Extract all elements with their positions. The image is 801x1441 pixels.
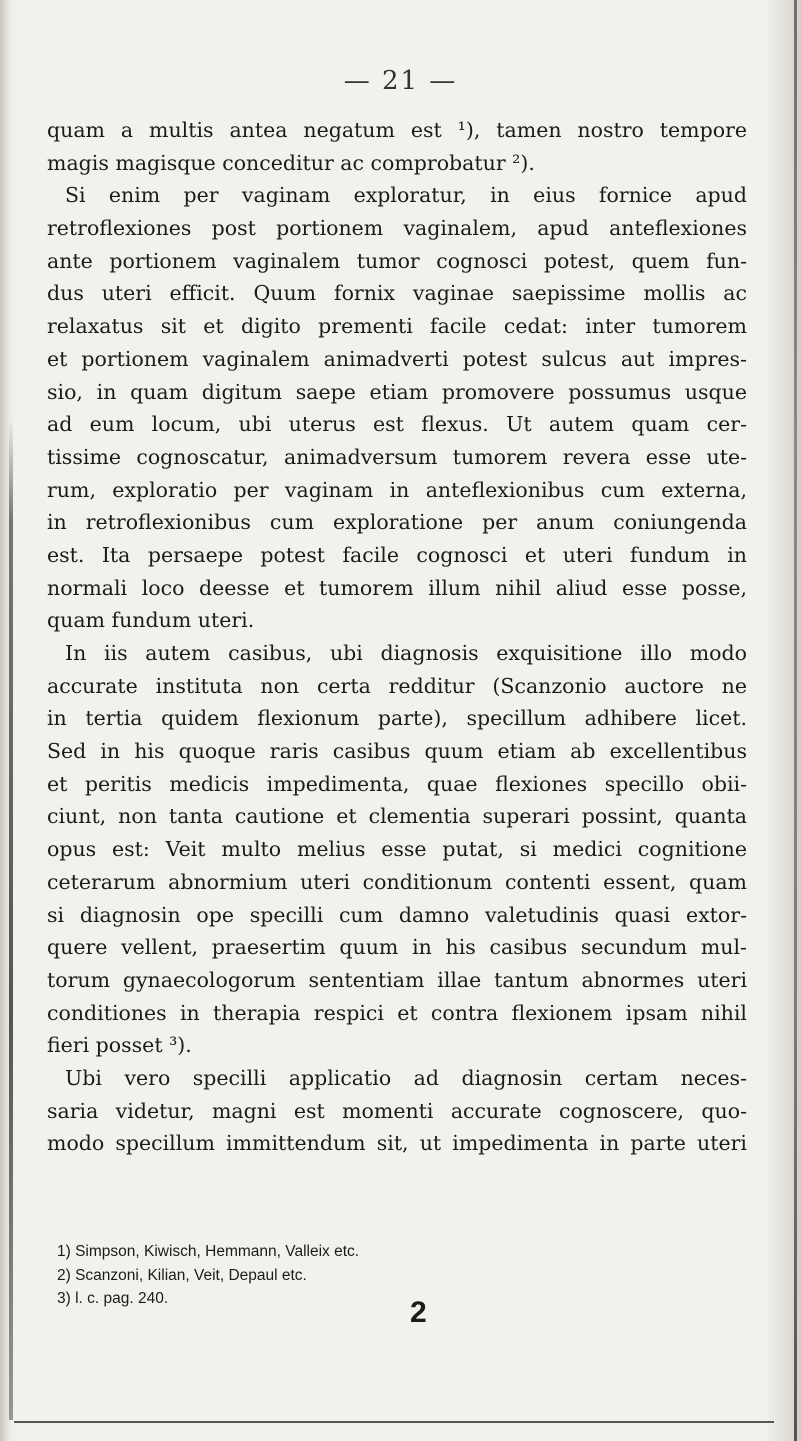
text-line: relaxatus sit et digito prementi facile cedat: inter tumorem — [47, 314, 747, 339]
text-line: torum gynaecologorum sententiam illae tantum abnormes uteri — [47, 967, 747, 992]
text-line: In iis autem casibus, ubi diagnosis exquisitione illo modo — [65, 641, 747, 665]
text-line: tissime cognoscatur, animadversum tumorem revera esse ute- — [47, 444, 747, 469]
text-line: ante portionem vaginalem tumor cognosci potest, quem fun- — [47, 248, 747, 273]
text-line: quam a multis antea negatum est ¹), tamen nostro tempore — [47, 118, 747, 142]
text-line: Sed in his quoque raris casibus quum etiam ab excellentibus — [47, 739, 747, 764]
main-text-block — [47, 114, 747, 1160]
text-line: si diagnosin ope specilli cum damno valetudinis quasi extor- — [47, 902, 747, 927]
text-line: rum, exploratio per vaginam in anteflexionibus cum externa, — [47, 477, 747, 502]
text-line: est. Ita persaepe potest facile cognosci et uteri fundum in — [47, 542, 747, 567]
footnotes — [57, 1240, 557, 1311]
binding-shadow — [9, 420, 13, 1420]
footnote-3: 3) l. c. pag. 240. — [57, 1290, 169, 1307]
text-line: saria videtur, magni est momenti accurate cognoscere, quo- — [47, 1098, 747, 1123]
text-line: et portionem vaginalem animadverti potest sulcus aut impres- — [47, 346, 747, 371]
text-line: retroflexiones post portionem vaginalem, apud anteflexiones — [47, 216, 747, 241]
text-line: fieri posset ³). — [47, 1033, 192, 1058]
page-bottom-border — [14, 1421, 774, 1423]
footnote-1: 1) Simpson, Kiwisch, Hemmann, Valleix etc. — [57, 1243, 360, 1260]
text-line: modo specillum immittendum sit, ut impedimenta in parte uteri — [47, 1131, 747, 1156]
text-line: magis magisque conceditur ac comprobatur ²). — [47, 150, 535, 175]
text-line: dus uteri efficit. Quum fornix vaginae saepissime mollis ac — [47, 281, 747, 306]
text-line: sio, in quam digitum saepe etiam promovere possumus usque — [47, 379, 747, 404]
text-line: accurate instituta non certa redditur (Scanzonio auctore ne — [47, 673, 747, 698]
text-line: in tertia quidem flexionum parte), specillum adhibere licet. — [47, 706, 747, 731]
footnote-2: 2) Scanzoni, Kilian, Veit, Depaul etc. — [57, 1266, 307, 1284]
signature-mark: 2 — [410, 1296, 427, 1329]
page-number-header: — 21 — — [343, 66, 458, 96]
text-line: Ubi vero specilli applicatio ad diagnosin certam neces- — [65, 1065, 747, 1090]
text-line: quere vellent, praesertim quum in his casibus secundum mul- — [47, 935, 747, 960]
text-line: et peritis medicis impedimenta, quae flexiones specillo obii- — [47, 771, 747, 796]
text-line: opus est: Veit multo melius esse putat, si medici cognitione — [47, 837, 747, 862]
text-line: ciunt, non tanta cautione et clementia superari possint, quanta — [47, 804, 747, 829]
page-right-border — [794, 0, 797, 1441]
text-line: quam fundum uteri. — [47, 608, 255, 633]
text-line: Si enim per vaginam exploratur, in eius fornice apud — [65, 183, 747, 208]
text-line: in retroflexionibus cum exploratione per anum coniungenda — [47, 510, 747, 535]
text-line: conditiones in therapia respici et contra flexionem ipsam nihil — [47, 1000, 747, 1025]
text-line: ceterarum abnormium uteri conditionum contenti essent, quam — [47, 869, 747, 894]
text-line: normali loco deesse et tumorem illum nihil aliud esse posse, — [47, 575, 747, 600]
text-line: ad eum locum, ubi uterus est flexus. Ut autem quam cer- — [47, 412, 747, 437]
